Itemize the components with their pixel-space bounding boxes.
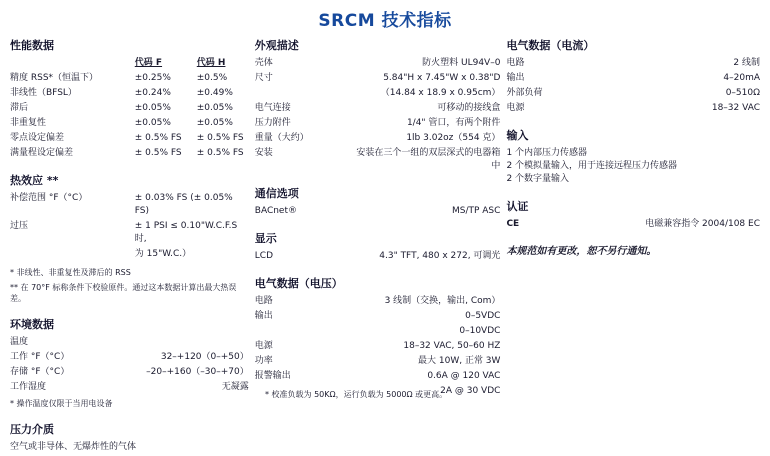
row-label: 温度 — [10, 337, 29, 347]
table-row — [255, 102, 501, 115]
row-value-h: ± 0.5% FS — [196, 133, 244, 143]
row-label: 存储 °F（°C） — [10, 367, 70, 377]
row-label: 重量（大约） — [254, 133, 309, 143]
list-item: 1 个内部压力传感器 — [506, 148, 588, 158]
table-row — [255, 355, 501, 368]
row-label: CE — [506, 219, 520, 229]
footnote-thermal: ** 在 70°F 标称条件下校验原件。通过这本数据计算出最大热误差。 — [10, 283, 237, 303]
row-value-f: ± 0.5% FS — [134, 148, 182, 158]
table-row — [255, 147, 501, 173]
page-title: SRCM 技术指标 — [318, 11, 452, 31]
table-row — [10, 366, 249, 379]
row-value: 4–20mA — [723, 73, 760, 83]
table-row — [10, 381, 249, 394]
row-value: 0–10VDC — [459, 326, 501, 336]
row-value-f: ± 0.5% FS — [134, 133, 182, 143]
table-row — [255, 72, 501, 85]
row-value: 4.3" TFT, 480 x 272, 可调光 — [379, 251, 501, 261]
table-row — [255, 310, 501, 323]
row-label: 安装 — [254, 148, 273, 158]
row-value: 0.6A @ 120 VAC — [427, 371, 501, 381]
spacer — [10, 57, 135, 70]
row-value: 1/4" 管口，有两个附件 — [406, 118, 501, 128]
table-row — [255, 295, 501, 308]
table-row — [255, 370, 501, 383]
table-row — [10, 117, 249, 130]
row-value: 18–32 VAC, 50–60 HZ — [403, 341, 501, 351]
table-row — [10, 336, 249, 349]
row-value: 2A @ 30 VDC — [440, 386, 501, 396]
row-value-f: ±0.24% — [134, 88, 171, 98]
row-value: 无凝露 — [221, 382, 249, 392]
row-value-f: ±0.25% — [134, 73, 171, 83]
row-label: 零点设定偏差 — [10, 133, 65, 143]
code-h-header: 代码 H — [196, 58, 226, 68]
row-value: 2 线制 — [733, 58, 760, 68]
table-row — [506, 218, 760, 231]
row-value: 0–5VDC — [465, 311, 501, 321]
row-label: 电源 — [506, 103, 525, 113]
row-value: 5.84"H x 7.45"W x 0.38"D — [383, 73, 501, 83]
row-value: 安装在三个一组的双层深式的电器箱中 — [356, 148, 501, 171]
row-label — [255, 87, 351, 100]
row-value: ± 1 PSI ≤ 0.10"W.C.F.S 时, — [134, 221, 238, 244]
table-row — [10, 132, 249, 145]
table-row — [506, 87, 760, 100]
table-row-continued — [255, 325, 501, 338]
table-row — [10, 102, 249, 115]
row-label: 尺寸 — [254, 73, 273, 83]
row-label: 工作 °F（°C） — [10, 352, 70, 362]
section-heading-comm: 通信选项 — [254, 187, 299, 200]
section-heading-certification: 认证 — [506, 200, 529, 213]
table-row — [506, 102, 760, 115]
section-heading-media: 压力介质 — [10, 423, 54, 436]
column-performance — [10, 37, 255, 456]
row-value — [106, 336, 249, 349]
table-row — [506, 72, 760, 85]
disclaimer-text: 本规范如有更改，恕不另行通知。 — [506, 246, 657, 257]
row-value: 为 15"W.C.） — [134, 249, 192, 259]
row-value: 0–510Ω — [725, 88, 760, 98]
table-row — [255, 57, 501, 70]
table-row — [10, 351, 249, 364]
section-heading-appearance: 外观描述 — [254, 39, 299, 52]
row-value: 32–+120（0–+50） — [160, 352, 249, 362]
row-label: 满量程设定偏差 — [10, 148, 74, 158]
footnote-environment: * 操作温度仅限于当用电设备 — [10, 399, 113, 408]
table-row-continued — [10, 248, 249, 261]
row-value: 1lb 3.02oz（554 克） — [406, 133, 501, 143]
row-label: 补偿范围 °F（°C） — [10, 193, 88, 203]
row-value: MS/TP ASC — [451, 206, 501, 216]
row-value-f: ±0.05% — [134, 103, 171, 113]
table-row — [506, 57, 760, 70]
row-value-h: ±0.5% — [196, 73, 228, 83]
table-row-continued — [255, 87, 501, 100]
table-row — [255, 132, 501, 145]
row-value: 电磁兼容指令 2004/108 EC — [645, 219, 760, 229]
row-value-h: ± 0.5% FS — [196, 148, 244, 158]
row-label: 外部负荷 — [506, 88, 543, 98]
table-row — [10, 147, 249, 160]
row-label: 滞后 — [10, 103, 29, 113]
row-label: 电气连接 — [254, 103, 291, 113]
row-value-h: ±0.49% — [196, 88, 233, 98]
row-value: 3 线制（交换，输出, Com） — [384, 296, 501, 306]
row-label: 压力附件 — [254, 118, 291, 128]
section-heading-input: 输入 — [506, 129, 529, 142]
footnote-rss: * 非线性、非重复性及滞后的 RSS — [10, 268, 131, 277]
row-label: 工作湿度 — [10, 382, 47, 392]
row-label: LCD — [254, 251, 273, 261]
section-heading-electrical-current: 电气数据（电流） — [506, 39, 595, 52]
section-heading-environment: 环境数据 — [10, 318, 54, 331]
row-label: 非重复性 — [10, 118, 47, 128]
row-value: –20–+160（–30–+70） — [146, 367, 249, 377]
media-text: 空气或非导体、无爆炸性的气体 — [10, 442, 137, 452]
table-row — [10, 72, 249, 85]
table-row — [255, 250, 501, 263]
table-row — [10, 192, 249, 218]
row-label: 过压 — [10, 221, 29, 231]
table-row — [255, 117, 501, 130]
table-row — [255, 340, 501, 353]
row-label: 电路 — [506, 58, 525, 68]
row-value: ± 0.03% FS (± 0.05% FS) — [134, 193, 233, 216]
row-value: 防火塑料 UL94V–0 — [422, 58, 501, 68]
row-label — [255, 325, 351, 338]
row-label: BACnet® — [254, 206, 297, 216]
input-list — [506, 147, 760, 186]
row-label: 输出 — [506, 73, 525, 83]
column-electrical — [506, 37, 760, 456]
footnote-load: * 校准负载为 50KΩ，运行负载为 5000Ω 或更高。 — [265, 390, 448, 399]
section-heading-thermal: 热效应 ** — [10, 174, 59, 187]
row-value: 18–32 VAC — [711, 103, 760, 113]
row-label: 功率 — [254, 356, 273, 366]
performance-column-headers — [10, 57, 249, 70]
row-label: 输出 — [254, 311, 273, 321]
code-f-header: 代码 F — [134, 58, 163, 68]
table-row — [255, 205, 501, 218]
section-heading-display: 显示 — [254, 232, 277, 245]
row-value: 最大 10W, 正常 3W — [418, 356, 501, 366]
row-value-h: ±0.05% — [196, 118, 233, 128]
row-label: 电路 — [254, 296, 273, 306]
row-value-f: ±0.05% — [134, 118, 171, 128]
row-label: 非线性（BFSL） — [10, 88, 77, 98]
row-value-h: ±0.05% — [196, 103, 233, 113]
row-label-empty — [10, 248, 135, 261]
row-label: 报警输出 — [254, 371, 291, 381]
row-value: 可移动的接线盒 — [437, 103, 501, 113]
table-row — [10, 87, 249, 100]
row-value: （14.84 x 18.9 x 0.95cm） — [380, 88, 501, 98]
section-heading-electrical-voltage: 电气数据（电压） — [254, 277, 343, 290]
list-item: 2 个数字量输入 — [506, 174, 570, 184]
row-label: 壳体 — [254, 58, 273, 68]
section-heading-performance: 性能数据 — [10, 39, 54, 52]
table-row — [10, 220, 249, 246]
row-label: 精度 RSS*（恒温下） — [10, 73, 99, 83]
list-item: 2 个模拟量输入，用于连接远程压力传感器 — [506, 161, 678, 171]
row-label: 电源 — [254, 341, 273, 351]
